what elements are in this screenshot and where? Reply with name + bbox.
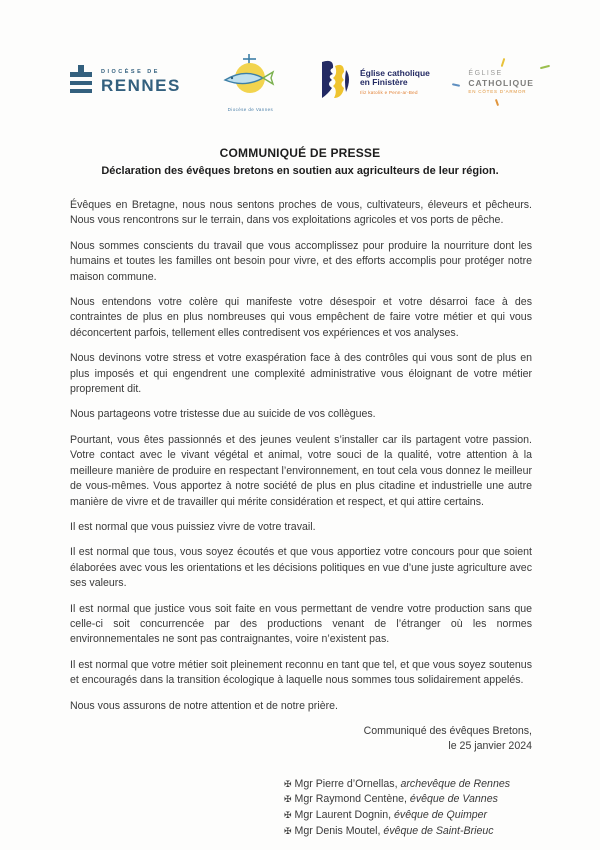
paragraph: Pourtant, vous êtes passionnés et des jeunes veulent s’installer car ils partagent votre passion. Votre contact avec le vivant végétal et animal, votre souci de la qualité, votre attention à la meilleure manière de produire en respectant l’environnement, en tout cela vous donnez le meilleur de vous-mêmes. Vous apportez à notre société de plus en plus citadine et industrielle une autre manière de vivre et de travailler qui mérite considération et respect, et qui attire certains. bbox=[70, 433, 532, 508]
eglise-cotes-armor-logo bbox=[468, 70, 534, 95]
armor-logo-line2: CATHOLIQUE bbox=[468, 77, 534, 88]
rennes-logo-big-text: RENNES bbox=[101, 76, 181, 96]
maltese-cross-icon: ✠ bbox=[284, 809, 292, 820]
armor-accent-yellow-icon bbox=[501, 57, 506, 66]
bishop-name: Mgr Raymond Centène, bbox=[294, 793, 407, 806]
diocese-vannes-logo bbox=[219, 52, 281, 112]
press-release-body bbox=[70, 198, 532, 714]
paragraph: Il est normal que votre métier soit pleinement reconnu en tant que tel, et que vous soyez soutenus et encouragés dans la transition écologique à laquelle nous sommes tous solidairement appelés. bbox=[70, 658, 532, 687]
bishop-entry bbox=[284, 777, 600, 793]
paragraph: Nous vous assurons de notre attention et de notre prière. bbox=[70, 699, 338, 712]
diocese-rennes-logo bbox=[70, 65, 181, 100]
vannes-logo-caption: Diocèse de Vannes bbox=[227, 107, 274, 112]
finistere-logo-line1: Église catholique bbox=[359, 67, 430, 78]
vannes-fish-cross-icon bbox=[219, 52, 281, 105]
bishop-entry bbox=[284, 824, 600, 840]
paragraph: Nous entendons votre colère qui manifeste votre désespoir et votre désarroi face à des contraintes de plus en plus nombreuses qui vous empêchent de faire votre métier et qui vous déconcertent parfois, tellement elles contredisent vos expériences et vos analyses. bbox=[70, 296, 532, 339]
bishop-entry bbox=[284, 808, 600, 824]
bishop-title: évêque de Quimper bbox=[394, 808, 488, 821]
bishop-title: évêque de Vannes bbox=[409, 793, 498, 806]
paragraph: Nous devinons votre stress et votre exaspération face à des contrôles qui vous sont de plus en plus imposés et qui engendrent une complexité administrative vous éloignant de votre métier proprement dit. bbox=[70, 352, 532, 396]
finistere-logo-line2: en Finistère bbox=[359, 77, 408, 88]
maltese-cross-icon: ✠ bbox=[284, 794, 292, 805]
page-subtitle: Déclaration des évêques bretons en soutien aux agriculteurs de leur région. bbox=[101, 165, 499, 177]
logo-row bbox=[70, 50, 534, 114]
rennes-logo-small-text: DIOCÈSE DE bbox=[101, 68, 160, 75]
maltese-cross-icon: ✠ bbox=[284, 825, 292, 836]
armor-logo-line3: EN CÔTES D'ARMOR bbox=[468, 89, 527, 95]
bishop-title: archevêque de Rennes bbox=[400, 777, 511, 790]
bishop-name: Mgr Pierre d’Ornellas, bbox=[294, 777, 398, 790]
bishops-list bbox=[284, 777, 600, 839]
armor-accent-green-icon bbox=[540, 64, 550, 68]
maltese-cross-icon: ✠ bbox=[284, 778, 292, 789]
armor-accent-blue-icon bbox=[452, 83, 460, 87]
paragraph: Il est normal que vous puissiez vivre de votre travail. bbox=[70, 520, 316, 533]
paragraph: Évêques en Bretagne, nous nous sentons proches de vous, cultivateurs, éleveurs et pêcheurs. Nous vous rencontrons sur le terrain, dans vos exploitations agricoles et vos ports de pêche. bbox=[70, 199, 532, 227]
bishop-name: Mgr Denis Moutel, bbox=[294, 824, 381, 837]
eglise-finistere-logo bbox=[320, 58, 430, 107]
paragraph: Il est normal que justice vous soit faite en vous permettant de vendre votre production sans que celle-ci soit concurrencée par des productions venant de l’étranger où les normes environnementales ne sont pas contraignantes, voire n’existent pas. bbox=[70, 602, 532, 646]
finistere-logo-tagline: Iliz katolik e Penn-ar-Bed bbox=[359, 90, 418, 96]
signature-line1: Communiqué des évêques Bretons, bbox=[363, 724, 532, 737]
bishop-title: évêque de Saint-Brieuc bbox=[383, 824, 494, 837]
paragraph: Nous sommes conscients du travail que vous accomplissez pour produire la nourriture dont les humains et toutes les familles ont besoin pour vivre, et des efforts accomplis pour protéger notre maison commune. bbox=[70, 239, 532, 283]
signature-line2: le 25 janvier 2024 bbox=[448, 740, 532, 753]
page-title: COMMUNIQUÉ DE PRESSE bbox=[219, 146, 381, 160]
armor-logo-line1: ÉGLISE bbox=[468, 69, 503, 77]
paragraph: Nous partageons votre tristesse due au suicide de vos collègues. bbox=[70, 408, 376, 421]
finistere-face-icon bbox=[320, 58, 354, 107]
armor-accent-orange-icon bbox=[495, 99, 499, 106]
bishop-name: Mgr Laurent Dognin, bbox=[294, 808, 392, 821]
signature-block bbox=[70, 724, 532, 755]
bishop-entry bbox=[284, 792, 600, 808]
rennes-cross-icon bbox=[70, 65, 96, 100]
paragraph: Il est normal que tous, vous soyez écoutés et que vous apportiez votre concours pour que soient élaborées avec vous les orientations et les décisions politiques en vue d’une juste agriculture avec ses valeurs. bbox=[70, 546, 532, 590]
